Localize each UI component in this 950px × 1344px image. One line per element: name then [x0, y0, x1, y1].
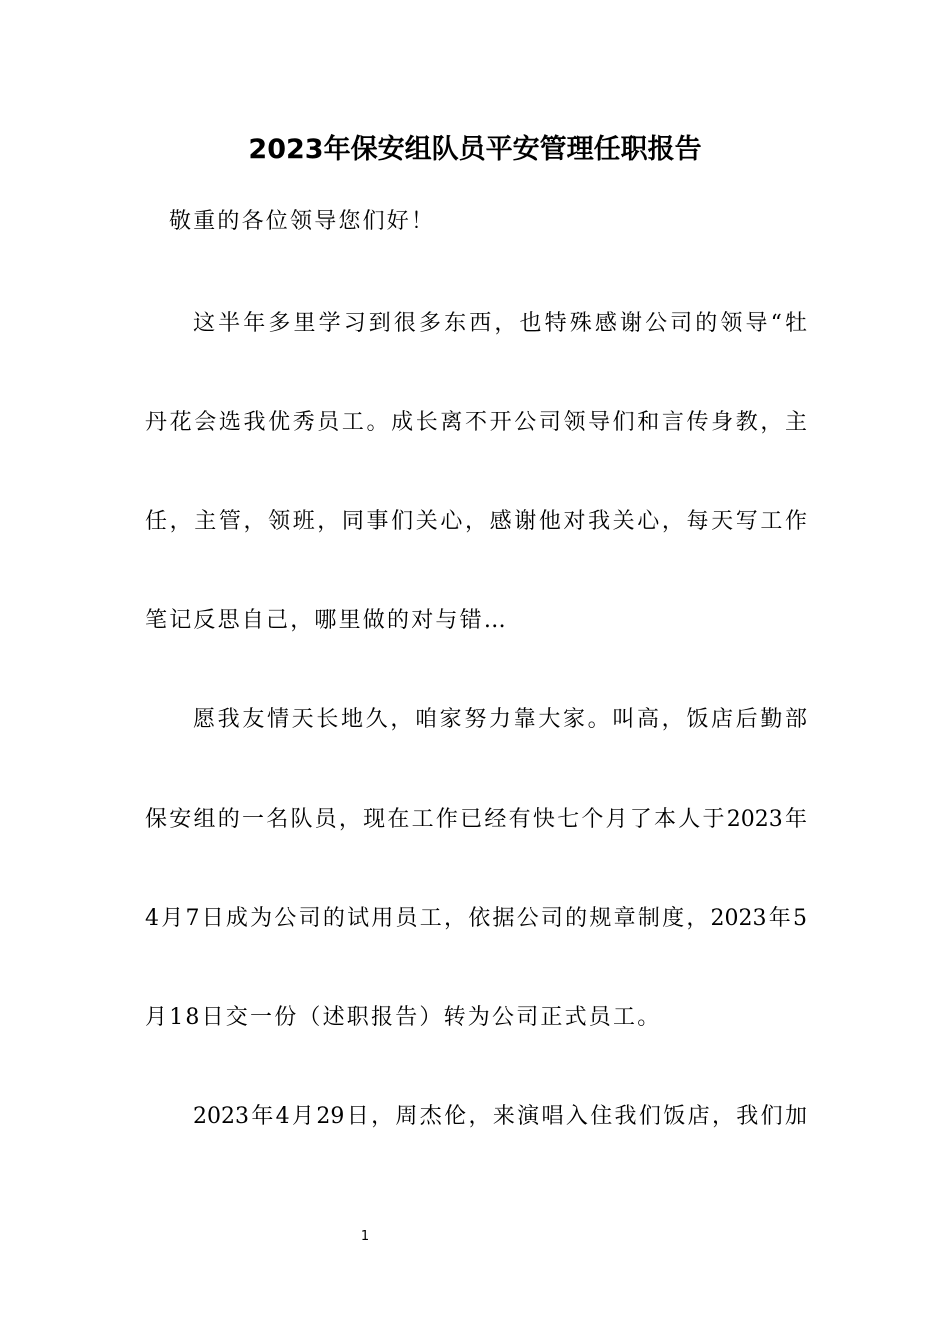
paragraph-line: 4月7日成为公司的试用员工，依据公司的规章制度，2023年5	[145, 906, 807, 931]
paragraph-line: 2023年4月29日，周杰伦，来演唱入住我们饭店，我们加	[193, 1104, 807, 1129]
paragraph-line: 月18日交一份（述职报告）转为公司正式员工。	[145, 1005, 662, 1030]
paragraph-line: 这半年多里学习到很多东西，也特殊感谢公司的领导“牡	[193, 311, 807, 336]
page-number: 1	[360, 1229, 370, 1244]
paragraph-line: 笔记反思自己，哪里做的对与错…	[145, 608, 509, 633]
paragraph-line: 愿我友情天长地久，咱家努力靠大家。叫高，饭店后勤部	[193, 707, 807, 732]
paragraph-line: 保安组的一名队员，现在工作已经有快七个月了本人于2023年	[145, 807, 807, 832]
paragraph-line: 丹花会选我优秀员工。成长离不开公司领导们和言传身教，主	[145, 410, 807, 435]
paragraph-line: 任，主管，领班，同事们关心，感谢他对我关心，每天写工作	[145, 509, 807, 534]
greeting-line: 敬重的各位领导您们好！	[169, 209, 436, 234]
document-title: 2023年保安组队员平安管理任职报告	[248, 134, 702, 165]
